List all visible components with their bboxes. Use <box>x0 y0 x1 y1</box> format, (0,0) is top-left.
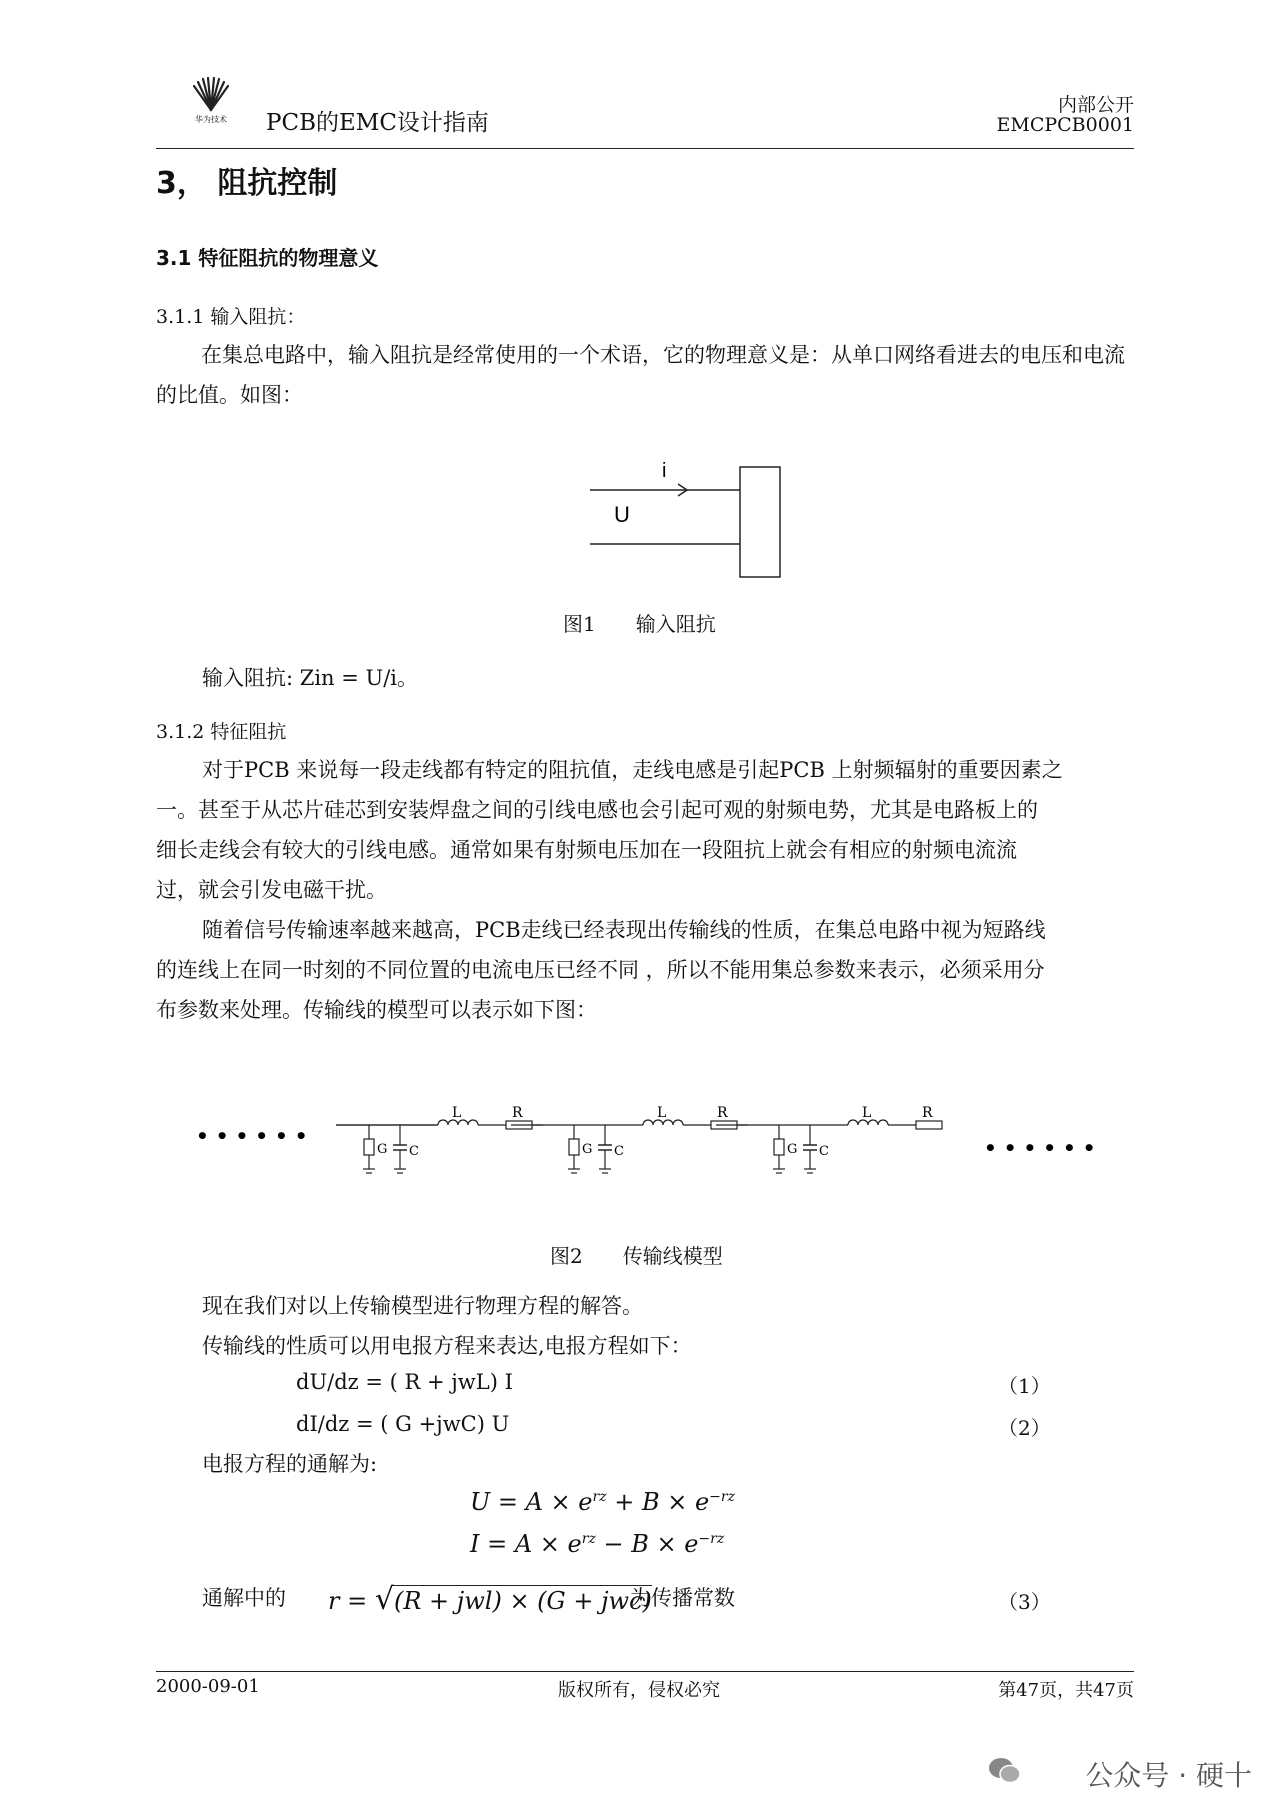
ellipsis-left: • • • • • • <box>196 1124 308 1148</box>
g-label: G <box>582 1142 593 1157</box>
series-resistor <box>916 1121 942 1129</box>
paragraph-line: 布参数来处理。传输线的模型可以表示如下图： <box>156 998 597 1022</box>
telegraph-intro: 传输线的性质可以用电报方程来表达,电报方程如下： <box>202 1334 692 1358</box>
chapter-title: 3， 阻抗控制 <box>156 166 338 201</box>
paragraph-line: 细长走线会有较大的引线电感。通常如果有射频电压加在一段阻抗上就会有相应的射频电流流 <box>156 838 1017 862</box>
paragraph-line: 随着信号传输速率越来越高，PCB走线已经表现出传输线的性质，在集总电路中视为短路线 <box>202 918 1046 942</box>
l-label: L <box>862 1105 872 1121</box>
footer-page-number: 第47页，共47页 <box>998 1680 1134 1701</box>
header-divider <box>156 148 1134 149</box>
watermark-text: 公众号 · 硬十 <box>1085 1759 1252 1792</box>
logo-text: 华为技术 <box>195 115 227 124</box>
voltage-label: U <box>614 502 630 527</box>
wechat-icon <box>988 1756 1022 1786</box>
figure2-caption: 图2 传输线模型 <box>550 1244 723 1268</box>
subsection-input-impedance: 3.1.1 输入阻抗： <box>156 306 306 328</box>
paragraph-line: 对于PCB 来说每一段走线都有特定的阻抗值，走线电感是引起PCB 上射频辐射的重要因素之 <box>202 758 1063 782</box>
paragraph-line: 的连线上在同一时刻的不同位置的电流电压已经不同 ，所以不能用集总参数来表示，必须采用分 <box>156 958 1045 982</box>
equation-1-number: （1） <box>998 1374 1051 1398</box>
shunt-conductance <box>774 1139 784 1155</box>
l-label: L <box>657 1105 667 1121</box>
subsection-characteristic-impedance: 3.1.2 特征阻抗 <box>156 721 287 743</box>
c-label: C <box>409 1144 419 1159</box>
footer-divider <box>156 1671 1134 1672</box>
g-label: G <box>787 1142 798 1157</box>
paragraph-line: 一。甚至于从芯片硅芯到安装焊盘之间的引线电感也会引起可观的射频电势，尤其是电路板上的 <box>156 798 1038 822</box>
shunt-conductance <box>364 1139 374 1155</box>
voltage-solution: $U = A \times e^{rz} + B \times e^{-rz}$ <box>470 1488 735 1516</box>
network-box <box>740 467 780 577</box>
document-title: PCB的EMC设计指南 <box>266 110 489 136</box>
footer-date: 2000-09-01 <box>156 1676 260 1697</box>
c-label: C <box>614 1144 624 1159</box>
document-code: EMCPCB0001 <box>996 114 1134 136</box>
footer-copyright: 版权所有，侵权必究 <box>558 1680 720 1701</box>
g-label: G <box>377 1142 388 1157</box>
figure1-caption: 图1 输入阻抗 <box>563 612 716 636</box>
equation-2: dI/dz = ( G +jwC) U <box>296 1412 510 1436</box>
r-label: R <box>512 1105 523 1121</box>
solution-intro: 现在我们对以上传输模型进行物理方程的解答。 <box>202 1294 643 1318</box>
propagation-suffix: 为传播常数 <box>630 1586 735 1610</box>
general-solution-intro: 电报方程的通解为: <box>202 1452 378 1476</box>
current-label: i <box>662 460 667 482</box>
input-impedance-diagram <box>590 455 800 585</box>
equation-2-number: （2） <box>998 1416 1051 1440</box>
c-label: C <box>819 1144 829 1159</box>
r-label: R <box>717 1105 728 1121</box>
ellipsis-right: • • • • • • <box>984 1136 1096 1160</box>
current-solution: $I = A \times e^{rz} - B \times e^{-rz}$ <box>470 1530 725 1558</box>
equation-3-number: （3） <box>998 1590 1051 1614</box>
propagation-formula: r = √(R + jwl) × (G + jwc) <box>328 1582 652 1617</box>
zin-formula: 输入阻抗: Zin = U/i。 <box>202 666 419 690</box>
section-title: 3.1 特征阻抗的物理意义 <box>156 246 379 270</box>
classification-label: 内部公开 <box>1057 94 1134 116</box>
equation-1: dU/dz = ( R + jwL) I <box>296 1370 513 1394</box>
paragraph-input-impedance: 在集总电路中，输入阻抗是经常使用的一个术语，它的物理意义是：从单口网络看进去的电压和电流的比值。如图： <box>156 343 1125 407</box>
l-label: L <box>452 1105 462 1121</box>
transmission-line-model <box>196 1103 1096 1203</box>
r-label: R <box>922 1105 933 1121</box>
shunt-conductance <box>569 1139 579 1155</box>
paragraph-line: 过，就会引发电磁干扰。 <box>156 878 387 902</box>
propagation-prefix: 通解中的 <box>202 1586 286 1610</box>
